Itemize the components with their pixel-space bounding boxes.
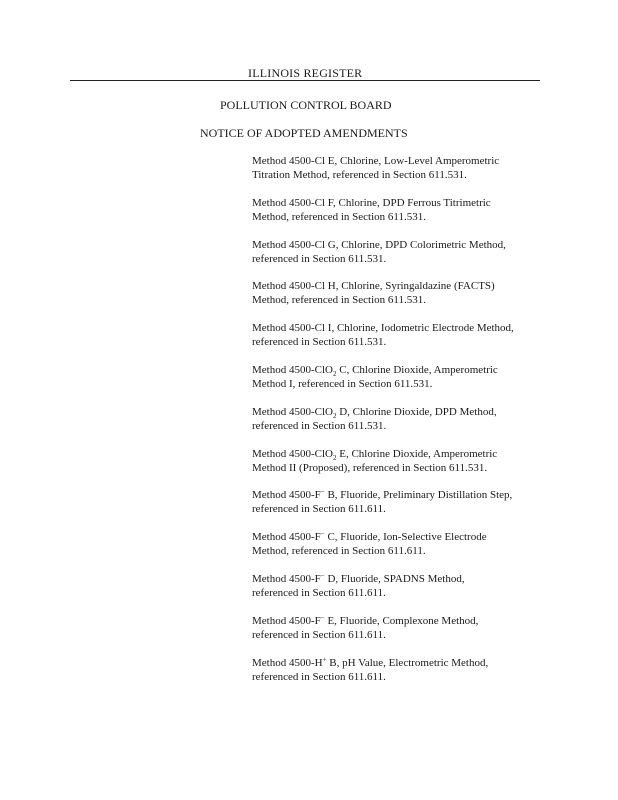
method-suffix: E, Fluoride, Complexone Method, [324, 614, 479, 627]
method-entry [252, 279, 552, 307]
method-subscript: 2 [332, 453, 337, 462]
method-prefix: Method 4500-F [252, 614, 321, 627]
method-line-2: referenced in Section 611.611. [252, 586, 386, 599]
header-rule [70, 80, 540, 81]
method-suffix: D, Chlorine Dioxide, DPD Method, [336, 405, 497, 418]
method-line-1: Method 4500-Cl H, Chlorine, Syringaldazine (FACTS) [252, 280, 495, 293]
board-name: POLLUTION CONTROL BOARD [220, 98, 392, 112]
method-line-1 [252, 572, 552, 586]
method-line-2: referenced in Section 611.531. [252, 419, 387, 432]
method-entry [252, 321, 552, 349]
method-prefix: Method 4500-ClO [252, 405, 333, 418]
method-superscript: − [320, 613, 325, 622]
method-suffix: B, pH Value, Electrometric Method, [326, 656, 489, 669]
method-line-1 [252, 656, 552, 670]
method-line-1 [252, 488, 552, 502]
method-line-1: Method 4500-Cl F, Chlorine, DPD Ferrous Titrimetric [252, 196, 491, 209]
method-line-1 [252, 447, 552, 461]
method-line-1 [252, 530, 552, 544]
method-subscript: 2 [332, 370, 337, 379]
method-line-2: Method, referenced in Section 611.531. [252, 294, 427, 307]
register-title: ILLINOIS REGISTER [248, 66, 363, 80]
method-entry [252, 447, 552, 475]
method-subscript: 2 [332, 411, 337, 420]
method-line-2: referenced in Section 611.531. [252, 252, 387, 265]
method-superscript: − [320, 530, 325, 538]
method-entry [252, 614, 552, 642]
method-prefix: Method 4500-F [252, 531, 321, 544]
method-line-1: Method 4500-Cl I, Chlorine, Iodometric Electrode Method, [252, 322, 514, 335]
method-suffix: E, Chlorine Dioxide, Amperometric [336, 447, 498, 460]
method-line-1 [252, 363, 552, 377]
method-list [252, 154, 552, 697]
method-line-2: Titration Method, referenced in Section 611.531. [252, 169, 467, 181]
method-prefix: Method 4500-ClO [252, 447, 333, 460]
method-suffix: C, Chlorine Dioxide, Amperometric [336, 363, 498, 376]
method-prefix: Method 4500-H [252, 656, 323, 669]
notice-title: NOTICE OF ADOPTED AMENDMENTS [200, 126, 408, 140]
method-line-2: referenced in Section 611.611. [252, 670, 386, 683]
method-entry [252, 363, 552, 391]
method-entry [252, 154, 552, 182]
method-line-2: Method, referenced in Section 611.611. [252, 545, 426, 558]
method-line-1: Method 4500-Cl G, Chlorine, DPD Colorimetric Method, [252, 238, 506, 251]
method-entry [252, 572, 552, 600]
method-line-2: Method, referenced in Section 611.531. [252, 210, 427, 223]
method-superscript: − [320, 488, 325, 496]
method-prefix: Method 4500-ClO [252, 363, 333, 376]
method-line-2: Method II (Proposed), referenced in Section 611.531. [252, 461, 488, 474]
method-suffix: B, Fluoride, Preliminary Distillation Step, [324, 489, 513, 502]
method-entry [252, 238, 552, 266]
method-entry [252, 196, 552, 224]
method-line-1 [252, 405, 552, 419]
method-line-2: Method I, referenced in Section 611.531. [252, 377, 433, 390]
method-suffix: C, Fluoride, Ion-Selective Electrode [324, 531, 487, 544]
method-entry [252, 405, 552, 433]
method-line-1: Method 4500-Cl E, Chlorine, Low-Level Amperometric [252, 155, 500, 167]
method-line-2: referenced in Section 611.611. [252, 628, 386, 641]
method-superscript: − [320, 571, 325, 580]
method-line-1 [252, 614, 552, 628]
method-prefix: Method 4500-F [252, 572, 321, 585]
method-line-2: referenced in Section 611.611. [252, 503, 386, 516]
method-line-2: referenced in Section 611.531. [252, 336, 387, 349]
method-suffix: D, Fluoride, SPADNS Method, [324, 572, 465, 585]
method-entry [252, 656, 552, 684]
method-prefix: Method 4500-F [252, 489, 321, 502]
method-entry [252, 530, 552, 558]
method-superscript: + [322, 655, 327, 663]
method-entry [252, 488, 552, 516]
